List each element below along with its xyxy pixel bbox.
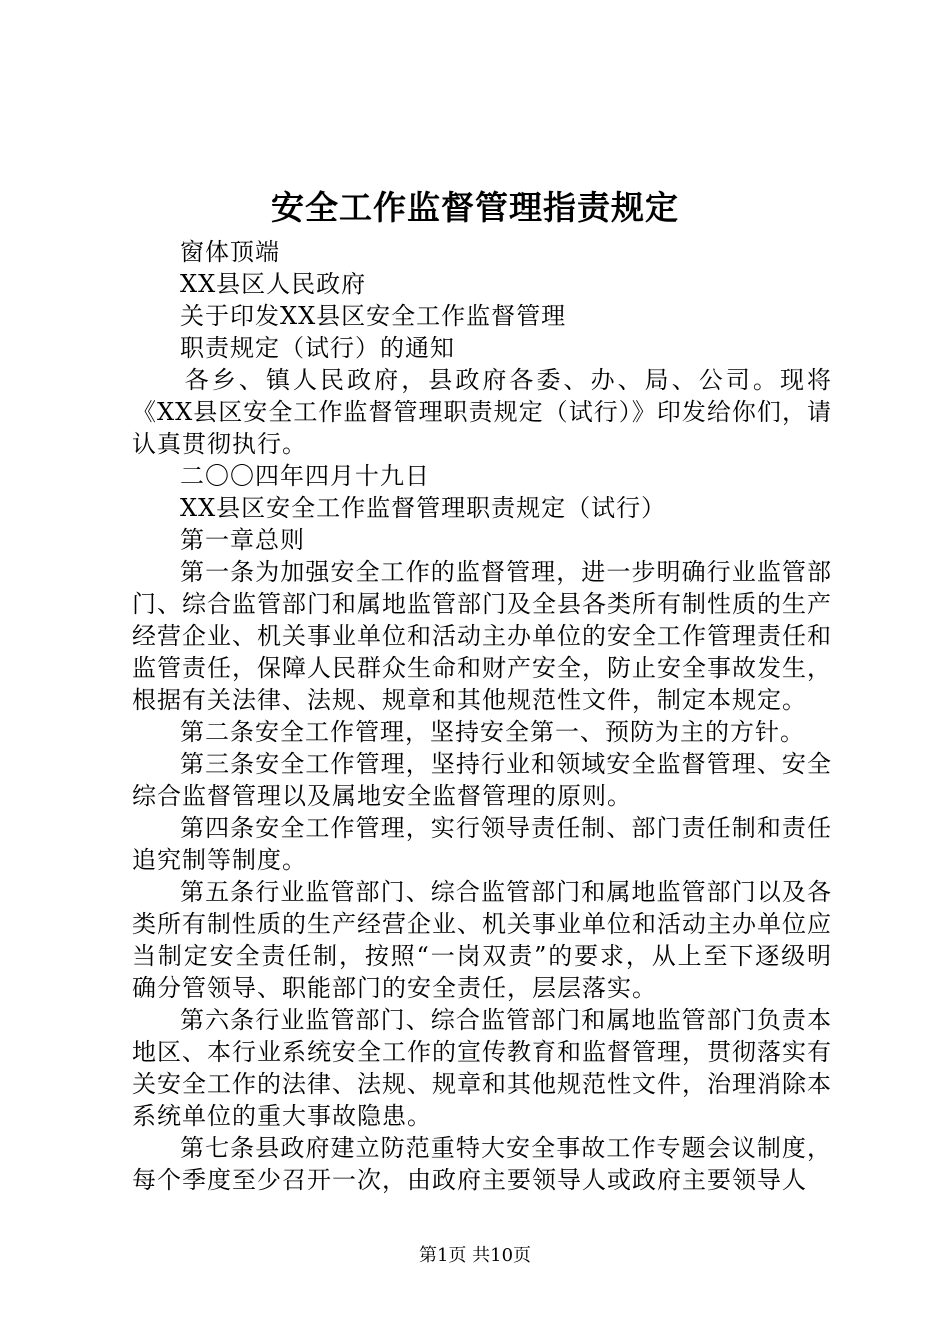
paragraph: 第一条为加强安全工作的监督管理，进一步明确行业监管部门、综合监管部门和属地监管部门及全县各类所有制性质的生产经营企业、机关事业单位和活动主办单位的安全工作管理责任和监管责任，保障人民群众生命和财产安全，防止安全事故发生，根据有关法律、法规、规章和其他规范性文件，制定本规定。 [132,558,832,714]
paragraph: XX县区人民政府 [180,270,367,298]
paragraph: 第六条行业监管部门、综合监管部门和属地监管部门负责本地区、本行业系统安全工作的宣传教育和监督管理，贯彻落实有关安全工作的法律、法规、规章和其他规范性文件，治理消除本系统单位的重大事故隐患。 [132,1006,832,1130]
paragraph: XX县区安全工作监督管理职责规定（试行） [180,494,667,522]
paragraph: 第一章总则 [180,526,305,554]
paragraph: 关于印发XX县区安全工作监督管理 [180,302,567,330]
paragraph: 职责规定（试行）的通知 [180,334,455,362]
paragraph: 第七条县政府建立防范重特大安全事故工作专题会议制度，每个季度至少召开一次，由政府主要领导人或政府主要领导人 [132,1134,832,1194]
paragraph: 第三条安全工作管理，坚持行业和领域安全监督管理、安全综合监督管理以及属地安全监督管理的原则。 [132,750,832,810]
paragraph: 第四条安全工作管理，实行领导责任制、部门责任制和责任追究制等制度。 [132,814,832,874]
document-body [132,236,832,1196]
document-title: 安全工作监督管理指责规定 [271,188,679,227]
page-footer: 第1页 共10页 [418,1245,532,1266]
paragraph: 窗体顶端 [180,238,280,266]
paragraph: 第五条行业监管部门、综合监管部门和属地监管部门以及各类所有制性质的生产经营企业、机关事业单位和活动主办单位应当制定安全责任制，按照“一岗双责”的要求，从上至下逐级明确分管领导、职能部门的安全责任，层层落实。 [132,878,832,1002]
paragraph: 第二条安全工作管理，坚持安全第一、预防为主的方针。 [180,718,805,746]
paragraph: 各乡、镇人民政府，县政府各委、办、局、公司。现将《XX县区安全工作监督管理职责规定（试行）》印发给你们，请认真贯彻执行。 [132,366,832,458]
paragraph: 二〇〇四年四月十九日 [180,462,430,490]
